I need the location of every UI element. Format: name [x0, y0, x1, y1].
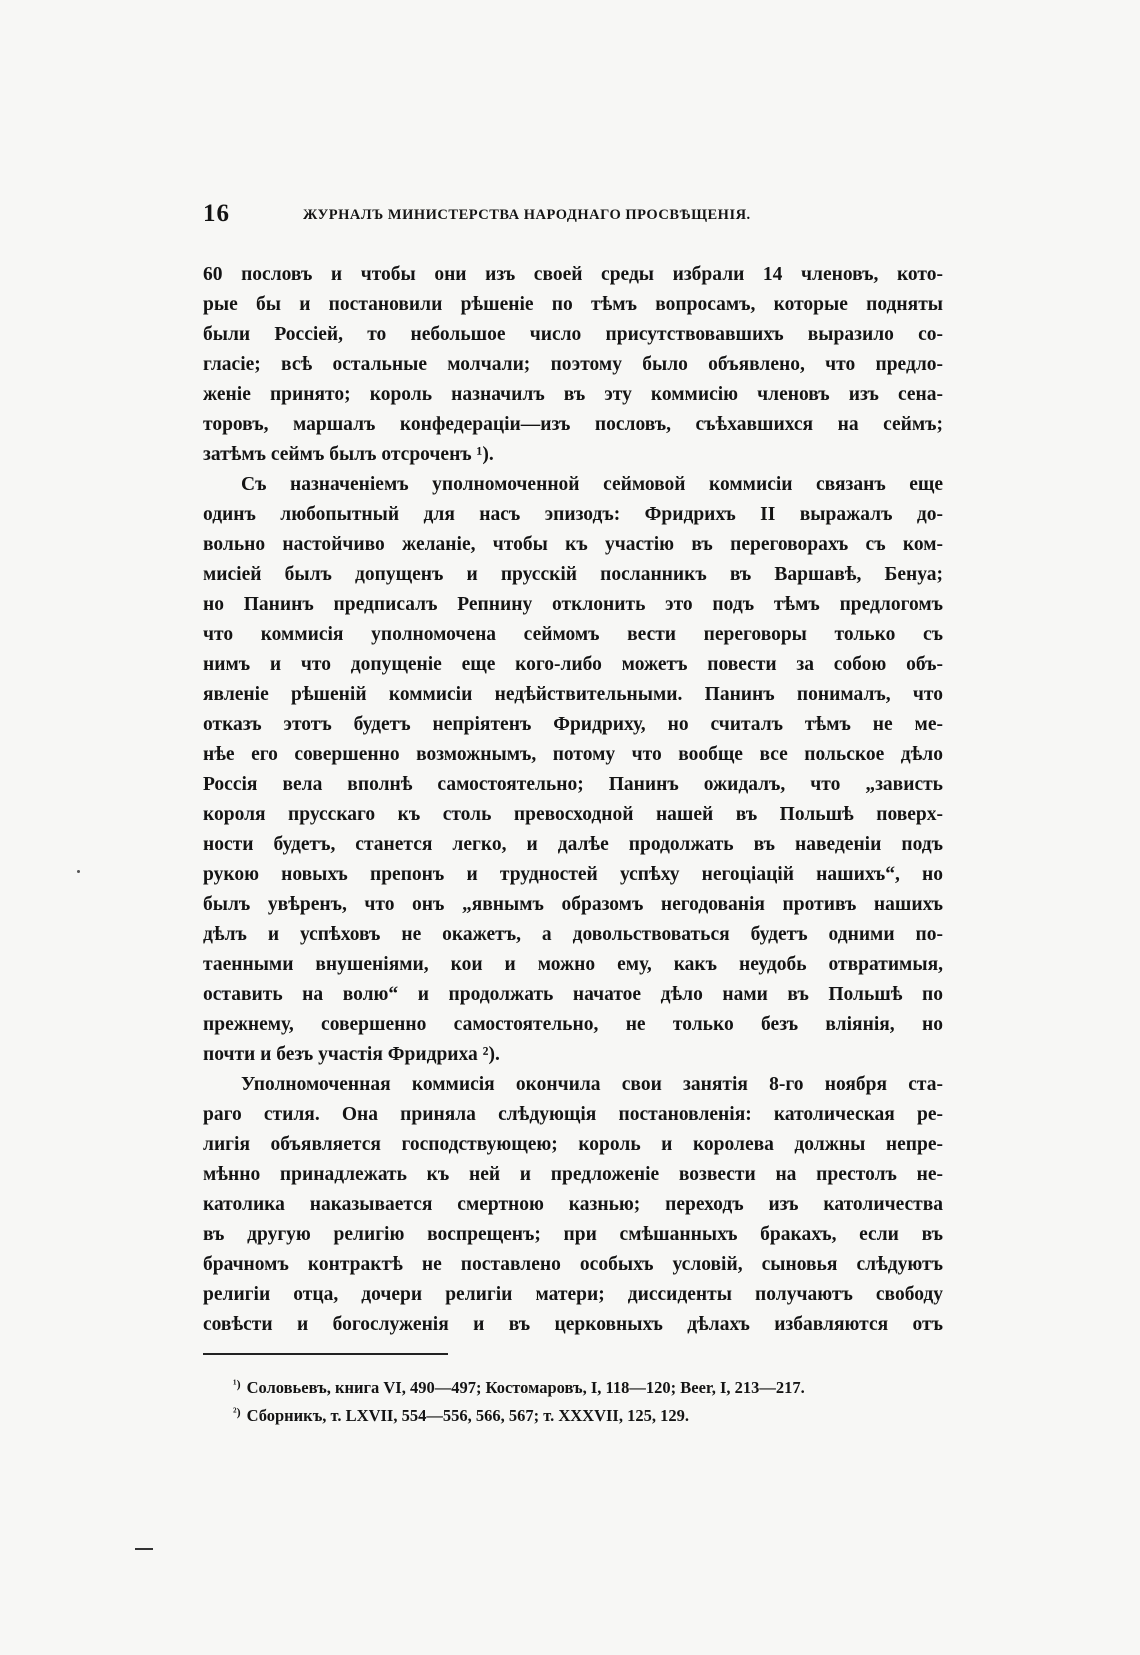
text-line: католика наказывается смертною казнью; переходъ изъ католичества — [203, 1194, 943, 1215]
text-line: торовъ, маршалъ конфедераціи—изъ пословъ, съѣхавшихся на сеймъ; — [203, 414, 943, 435]
text-line: мѣнно принадлежать къ ней и предложеніе возвести на престолъ не- — [203, 1164, 943, 1185]
text-line: явленіе рѣшеній коммисіи недѣйствительными. Панинъ понималъ, что — [203, 684, 943, 705]
text-line: таенными внушеніями, кои и можно ему, какъ неудобь отвратимыя, — [203, 954, 943, 975]
footnotes — [233, 1370, 945, 1426]
text-line: раго стиля. Она приняла слѣдующія постановленія: католическая ре- — [203, 1104, 943, 1125]
text-line: Россія вела вполнѣ самостоятельно; Панинъ ожидалъ, что „зависть — [203, 774, 943, 795]
text-line: рые бы и постановили рѣшеніе по тѣмъ вопросамъ, которые подняты — [203, 294, 943, 315]
text-line: почти и безъ участія Фридриха ²). — [203, 1044, 500, 1065]
text-line: что коммисія уполномочена сеймомъ вести переговоры только съ — [203, 624, 943, 645]
scan-mark — [135, 1548, 153, 1550]
scan-speck — [77, 870, 80, 873]
text-line: отказъ этотъ будетъ непріятенъ Фридриху, но считалъ тѣмъ не ме- — [203, 714, 943, 735]
text-line: Съ назначеніемъ уполномоченной сеймовой коммисіи связанъ еще — [241, 474, 943, 495]
text-line: брачномъ контрактѣ не поставлено особыхъ условій, сыновья слѣдуютъ — [203, 1254, 943, 1275]
text-line: религіи отца, дочери религіи матери; диссиденты получаютъ свободу — [203, 1284, 943, 1305]
text-line: нѣе его совершенно возможнымъ, потому что вообще все польское дѣло — [203, 744, 943, 765]
text-line: въ другую религію воспрещенъ; при смѣшанныхъ бракахъ, если въ — [203, 1224, 943, 1245]
text-line: дѣлъ и успѣховъ не окажетъ, а довольствоваться будетъ одними по- — [203, 924, 943, 945]
footnote-separator — [203, 1353, 448, 1355]
text-line: лигія объявляется господствующею; король и королева должны непре- — [203, 1134, 943, 1155]
text-line: былъ увѣренъ, что онъ „явнымъ образомъ негодованія противъ нашихъ — [203, 894, 943, 915]
text-line: гласіе; всѣ остальные молчали; поэтому было объявлено, что предло- — [203, 354, 943, 375]
running-title: ЖУРНАЛЪ МИНИСТЕРСТВА НАРОДНАГО ПРОСВѢЩЕНІЯ. — [303, 207, 751, 223]
footnote — [233, 1398, 945, 1426]
text-line: вольно настойчиво желаніе, чтобы къ участію въ переговорахъ съ ком- — [203, 534, 943, 555]
text-line: 60 пословъ и чтобы они изъ своей среды избрали 14 членовъ, кото- — [203, 264, 943, 285]
footnote-text: Соловьевъ, книга VI, 490—497; Костомаровъ, I, 118—120; Beer, I, 213—217. — [246, 1378, 805, 1397]
text-line: прежнему, совершенно самостоятельно, не только безъ вліянія, но — [203, 1014, 943, 1035]
page-number: 16 — [203, 200, 230, 227]
text-line: ности будетъ, станется легко, и далѣе продолжать въ наведеніи подъ — [203, 834, 943, 855]
body-text — [203, 260, 943, 1340]
footnote — [233, 1370, 945, 1398]
page-header — [203, 200, 943, 240]
text-line: нимъ и что допущеніе еще кого-либо можетъ повести за собою объ- — [203, 654, 943, 675]
footnote-marker: ¹) — [233, 1377, 241, 1391]
text-line: Уполномоченная коммисія окончила свои занятія 8-го ноября ста- — [241, 1074, 943, 1095]
footnote-text: Сборникъ, т. LXVII, 554—556, 566, 567; т. XXXVII, 125, 129. — [246, 1406, 689, 1425]
text-line: оставить на волю“ и продолжать начатое дѣло нами въ Польшѣ по — [203, 984, 943, 1005]
text-line: затѣмъ сеймъ былъ отсроченъ ¹). — [203, 444, 494, 465]
text-line: были Россіей, то небольшое число присутствовавшихъ выразило со- — [203, 324, 943, 345]
text-line: рукою новыхъ препонъ и трудностей успѣху негоціацій нашихъ“, но — [203, 864, 943, 885]
text-line: мисіей былъ допущенъ и прусскій посланникъ въ Варшавѣ, Бенуа; — [203, 564, 943, 585]
text-line: одинъ любопытный для насъ эпизодъ: Фридрихъ II выражалъ до- — [203, 504, 943, 525]
text-line: женіе принято; король назначилъ въ эту коммисію членовъ изъ сена- — [203, 384, 943, 405]
text-line: но Панинъ предписалъ Репнину отклонить это подъ тѣмъ предлогомъ — [203, 594, 943, 615]
footnote-marker: ²) — [233, 1405, 241, 1419]
text-line: совѣсти и богослуженія и въ церковныхъ дѣлахъ избавляются отъ — [203, 1314, 943, 1335]
text-line: короля прусскаго къ столь превосходной нашей въ Польшѣ поверх- — [203, 804, 943, 825]
